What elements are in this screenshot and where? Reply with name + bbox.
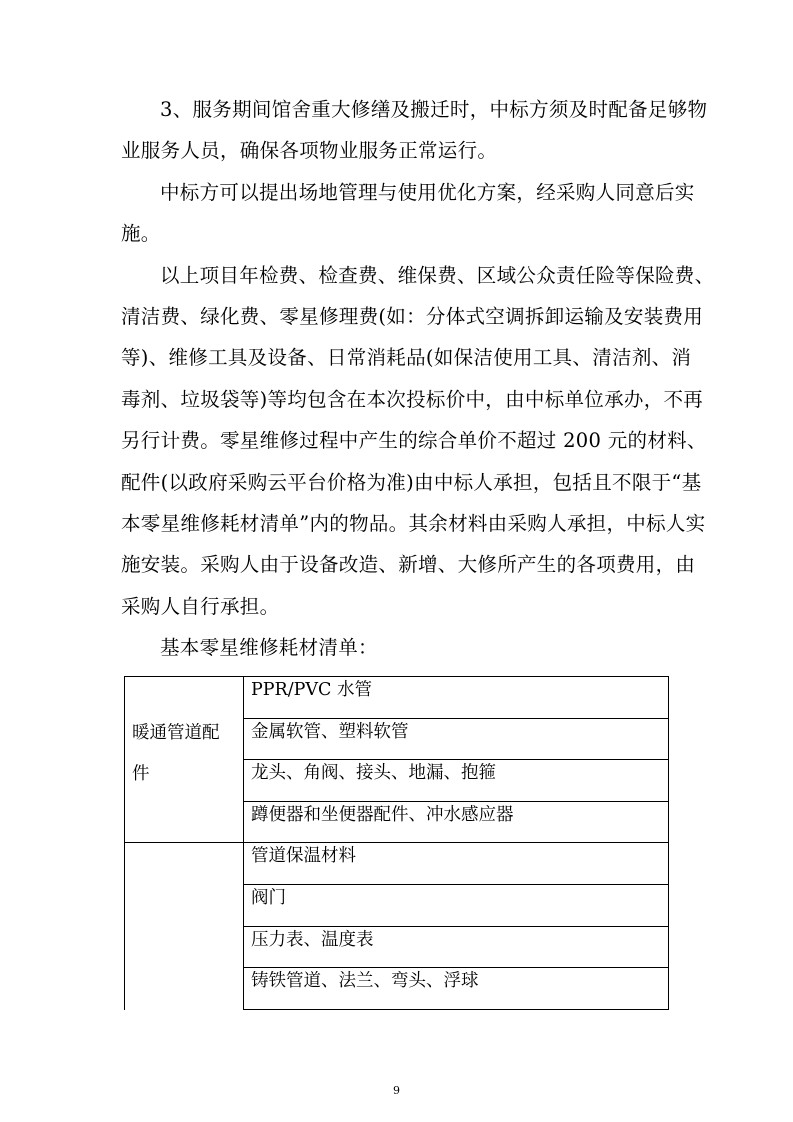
table-item: 管道保温材料 <box>251 846 356 867</box>
table-rule <box>243 676 668 677</box>
paragraph-line: 以上项目年检费、检查费、维保费、区域公众责任险等保险费、 <box>160 263 715 287</box>
paragraph-line: 中标方可以提出场地管理与使用优化方案，经采购人同意后实 <box>160 180 695 204</box>
paragraph-line: 配件(以政府采购云平台价格为准)由中标人承担，包括且不限于“基 <box>121 470 702 494</box>
table-rule <box>124 676 243 677</box>
table-rule <box>243 967 668 968</box>
table-item: 蹲便器和坐便器配件、冲水感应器 <box>251 804 514 825</box>
table-item: 压力表、温度表 <box>251 929 374 950</box>
table-rule <box>124 842 243 843</box>
table-rule <box>243 676 244 843</box>
table-rule <box>124 676 125 843</box>
paragraph-line: 本零星维修耗材清单”内的物品。其余材料由采购人承担，中标人实 <box>121 512 706 535</box>
table-rule <box>668 676 669 843</box>
paragraph-line: 业服务人员，确保各项物业服务正常运行。 <box>121 139 498 163</box>
paragraph-line: 采购人自行承担。 <box>121 594 280 618</box>
paragraph-line: 等)、维修工具及设备、日常消耗品(如保洁使用工具、清洁剂、消 <box>121 346 692 370</box>
paragraph-line: 基本零星维修耗材清单： <box>160 636 378 660</box>
paragraph-line: 施。 <box>121 222 161 246</box>
table-category: 暖通管道配 <box>132 723 220 743</box>
paragraph-line: 施安装。采购人由于设备改造、新增、大修所产生的各项费用，由 <box>121 553 696 577</box>
table-item: 龙头、角阀、接头、地漏、抱箍 <box>251 763 496 784</box>
table-item: 金属软管、塑料软管 <box>251 721 409 742</box>
table-rule <box>243 801 668 802</box>
table-rule <box>243 842 668 843</box>
table-rule <box>243 759 668 760</box>
table-rule <box>243 718 668 719</box>
table-category: 件 <box>132 764 150 784</box>
paragraph-line: 3、服务期间馆舍重大修缮及搬迁时，中标方须及时配备足够物 <box>160 98 708 121</box>
table-rule <box>243 842 244 1009</box>
paragraph-line: 另行计费。零星维修过程中产生的综合单价不超过 200 元的材料、 <box>121 429 707 453</box>
paragraph-line: 毒剂、垃圾袋等)等均包含在本次投标价中，由中标单位承办，不再 <box>121 387 704 411</box>
paragraph-line: 清洁费、绿化费、零星修理费(如：分体式空调拆卸运输及安装费用 <box>121 305 704 328</box>
table-rule <box>124 842 125 1009</box>
page-number: 9 <box>393 1084 400 1097</box>
table-item: PPR/PVC 水管 <box>251 680 372 700</box>
table-item: 阀门 <box>251 888 286 908</box>
table-rule <box>668 842 669 1009</box>
table-rule <box>243 926 668 927</box>
table-item: 铸铁管道、法兰、弯头、浮球 <box>251 971 479 992</box>
table-rule <box>243 884 668 885</box>
table-rule <box>243 1009 669 1010</box>
